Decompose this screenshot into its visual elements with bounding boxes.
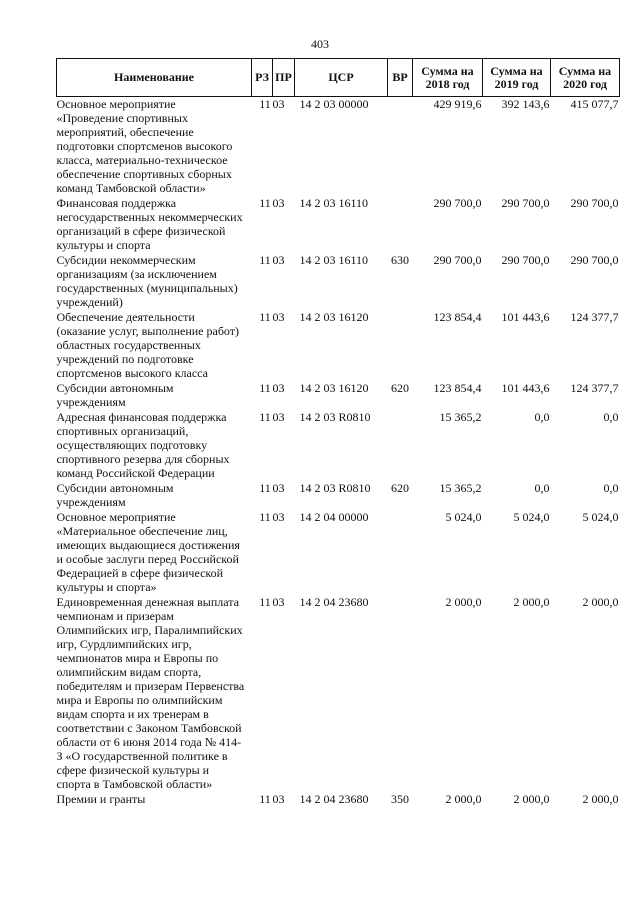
row-csr: 14 2 03 R0810 [299,481,371,495]
row-pr: 03 [272,410,285,424]
row-sum-2018: 123 854,4 [433,381,482,395]
row-csr: 14 2 03 16120 [299,381,369,395]
row-rz: 11 [259,310,271,324]
row-name: Субсидии некоммерческим организациям (за исключением государственных (муниципальных) учреждений) [56,253,238,309]
row-sum-2019: 392 143,6 [501,97,550,111]
row-vr [388,196,413,253]
row-vr [388,310,413,381]
row-pr: 03 [272,510,285,524]
row-vr [388,595,413,792]
table-row [57,410,620,481]
row-sum-2020: 0,0 [603,481,619,495]
row-pr: 03 [272,196,285,210]
row-sum-2018: 290 700,0 [433,253,482,267]
row-sum-2020: 2 000,0 [582,595,619,609]
row-sum-2020: 124 377,7 [570,310,619,324]
row-rz: 11 [259,97,271,111]
row-rz: 11 [259,792,271,806]
budget-table [56,58,620,807]
row-sum-2018: 15 365,2 [439,410,482,424]
row-vr: 350 [391,792,409,806]
header-csr: ЦСР [295,59,388,97]
header-sum-2020: Сумма на 2020 год [551,59,620,97]
row-csr: 14 2 03 16120 [299,310,369,324]
page-number: 403 [311,37,329,51]
row-pr: 03 [272,310,285,324]
row-sum-2019: 101 443,6 [501,310,550,324]
row-sum-2019: 2 000,0 [513,792,550,806]
table-header-row [57,59,620,97]
table-row [57,510,620,595]
row-csr: 14 2 03 16110 [299,253,369,267]
row-vr [388,410,413,481]
row-vr: 620 [391,481,409,495]
row-sum-2020: 2 000,0 [582,792,619,806]
row-vr: 620 [391,381,409,395]
row-pr: 03 [272,97,285,111]
row-sum-2019: 0,0 [534,481,550,495]
row-pr: 03 [272,381,285,395]
row-name: Адресная финансовая поддержка спортивных организаций, осуществляющих подготовку спортивного резерва для сборных команд Российской Федерации [56,410,230,480]
header-vr: ВР [388,59,413,97]
row-rz: 11 [259,410,271,424]
row-vr [388,97,413,197]
row-pr: 03 [272,481,285,495]
table-row [57,595,620,792]
row-rz: 11 [259,196,271,210]
row-name: Единовременная денежная выплата чемпионам и призерам Олимпийских игр, Паралимпийских игр, Сурдлимпийских игр, чемпионатов мира и Европы по олимпийским видам спорта, победителям и призерам Первенства мира и Европы по олимпийским видам спорта и их тренерам в соответствии с Законом Тамбовской области от 6 июня 2014 года № 414-З «О государственной политике в сфере физической культуры и спорта в Тамбовской области» [56,595,245,791]
row-rz: 11 [259,595,271,609]
table-row [57,196,620,253]
row-sum-2020: 415 077,7 [570,97,619,111]
row-vr: 630 [391,253,409,267]
row-pr: 03 [272,595,285,609]
row-sum-2019: 101 443,6 [501,381,550,395]
row-csr: 14 2 03 R0810 [299,410,371,424]
table-row [57,792,620,807]
row-sum-2018: 429 919,6 [433,97,482,111]
header-name: Наименование [57,59,252,97]
row-sum-2019: 2 000,0 [513,595,550,609]
row-sum-2019: 0,0 [534,410,550,424]
table-row [57,97,620,197]
row-sum-2018: 123 854,4 [433,310,482,324]
header-rz: РЗ [252,59,273,97]
row-rz: 11 [259,381,271,395]
row-sum-2018: 290 700,0 [433,196,482,210]
row-sum-2019: 290 700,0 [501,196,550,210]
row-name: Основное мероприятие «Материальное обеспечение лиц, имеющих выдающиеся достижения и особые заслуги перед Российской Федерацией в сфере физической культуры и спорта» [56,510,240,594]
row-name: Основное мероприятие «Проведение спортивных мероприятий, обеспечение подготовки спортсменов высокого класса, материально-техническое обеспечение спортивных сборных команд Тамбовской области» [56,97,233,195]
row-sum-2020: 0,0 [603,410,619,424]
table-row [57,381,620,410]
row-csr: 14 2 04 23680 [299,792,369,806]
row-sum-2018: 2 000,0 [445,792,482,806]
row-sum-2019: 290 700,0 [501,253,550,267]
row-pr: 03 [272,253,285,267]
row-csr: 14 2 03 16110 [299,196,369,210]
row-csr: 14 2 03 00000 [299,97,369,111]
header-sum-2018: Сумма на 2018 год [413,59,483,97]
row-sum-2018: 5 024,0 [445,510,482,524]
row-name: Обеспечение деятельности (оказание услуг, выполнение работ) областных государственных учреждений по подготовке спортсменов высокого класса [56,310,240,380]
row-vr [388,510,413,595]
header-pr: ПР [273,59,295,97]
row-rz: 11 [259,510,271,524]
row-sum-2018: 15 365,2 [439,481,482,495]
table-row [57,481,620,510]
row-sum-2018: 2 000,0 [445,595,482,609]
row-sum-2020: 290 700,0 [570,196,619,210]
table-row [57,253,620,310]
row-sum-2019: 5 024,0 [513,510,550,524]
row-rz: 11 [259,481,271,495]
row-name: Финансовая поддержка негосударственных некоммерческих организаций в сфере физической культуры и спорта [56,196,243,252]
row-csr: 14 2 04 00000 [299,510,369,524]
row-name: Премии и гранты [56,792,146,806]
row-name: Субсидии автономным учреждениям [56,381,174,409]
row-csr: 14 2 04 23680 [299,595,369,609]
row-sum-2020: 124 377,7 [570,381,619,395]
row-name: Субсидии автономным учреждениям [56,481,174,509]
row-pr: 03 [272,792,285,806]
row-rz: 11 [259,253,271,267]
header-sum-2019: Сумма на 2019 год [483,59,551,97]
row-sum-2020: 290 700,0 [570,253,619,267]
table-row [57,310,620,381]
row-sum-2020: 5 024,0 [582,510,619,524]
